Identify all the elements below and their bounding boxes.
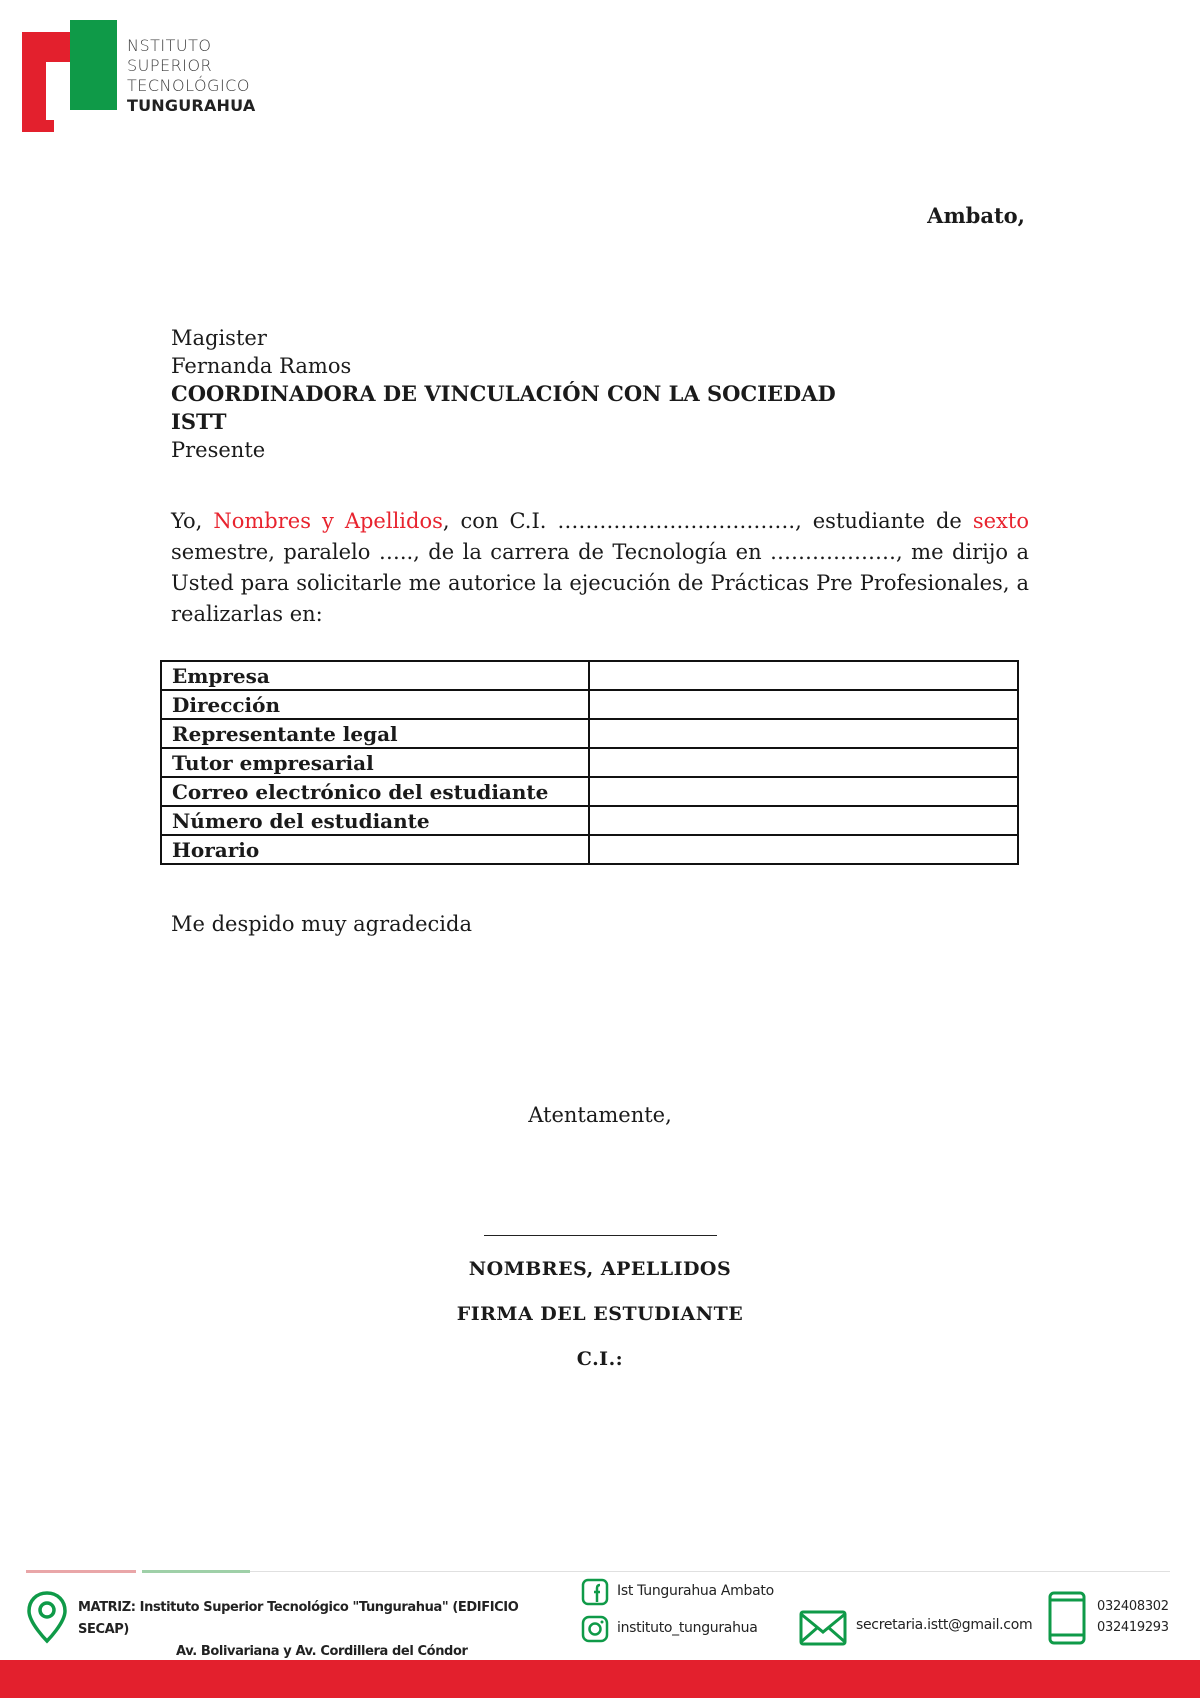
recipient-salutation: Presente xyxy=(171,438,266,462)
recipient-block xyxy=(171,324,836,464)
mail-icon xyxy=(799,1610,847,1646)
table-row xyxy=(161,835,1018,864)
logo-line-1: NSTITUTO xyxy=(127,36,212,55)
table-row xyxy=(161,719,1018,748)
footer-facebook[interactable]: Ist Tungurahua Ambato xyxy=(617,1583,774,1599)
row-label-empresa: Empresa xyxy=(161,661,589,690)
footer-phone-2[interactable]: 032419293 xyxy=(1097,1620,1169,1635)
table-row xyxy=(161,806,1018,835)
closing-line: Me despido muy agradecida xyxy=(171,912,472,936)
recipient-name: Fernanda Ramos xyxy=(171,354,352,378)
row-label-tutor: Tutor empresarial xyxy=(161,748,589,777)
row-value-correo[interactable] xyxy=(589,777,1018,806)
sign-off: Atentamente, xyxy=(528,1103,672,1127)
table-row xyxy=(161,748,1018,777)
letter-date: Ambato, xyxy=(927,203,1025,228)
logo-wordmark xyxy=(127,36,255,116)
institute-logo xyxy=(22,20,262,132)
internship-info-table xyxy=(160,660,1019,865)
footer-email[interactable]: secretaria.istt@gmail.com xyxy=(856,1617,1033,1633)
body-part-1: Yo, xyxy=(171,509,214,533)
row-value-numero[interactable] xyxy=(589,806,1018,835)
logo-line-4: TUNGURAHUA xyxy=(127,96,256,115)
footer-red-bar xyxy=(0,1660,1200,1698)
footer-instagram[interactable]: instituto_tungurahua xyxy=(617,1620,758,1636)
location-icon xyxy=(26,1590,68,1644)
row-label-horario: Horario xyxy=(161,835,589,864)
footer-divider xyxy=(250,1571,1170,1572)
request-paragraph xyxy=(171,506,1029,630)
row-label-direccion: Dirección xyxy=(161,690,589,719)
instagram-icon xyxy=(581,1615,609,1643)
table-row xyxy=(161,661,1018,690)
row-label-correo: Correo electrónico del estudiante xyxy=(161,777,589,806)
recipient-position: COORDINADORA DE VINCULACIÓN CON LA SOCIEDAD xyxy=(171,381,836,406)
table-row xyxy=(161,690,1018,719)
row-value-empresa[interactable] xyxy=(589,661,1018,690)
logo-line-2: SUPERIOR xyxy=(127,56,213,75)
body-part-2: , con C.I. ……………………………., estudiante de xyxy=(442,509,973,533)
footer-accent-green xyxy=(142,1570,250,1573)
body-part-3: semestre, paralelo ….., de la carrera de Tecnología en ………………, me dirijo a Usted para solicitarle me autorice la ejecución de Prácticas Pre Profesionales, a realizarlas en: xyxy=(171,540,1029,626)
semester-placeholder: sexto xyxy=(972,509,1029,533)
footer-accent-red xyxy=(26,1570,136,1573)
footer-phone-1[interactable]: 032408302 xyxy=(1097,1599,1169,1614)
logo-line-3: TECNOLÓGICO xyxy=(127,76,250,95)
row-label-numero: Número del estudiante xyxy=(161,806,589,835)
row-label-representante: Representante legal xyxy=(161,719,589,748)
logo-t-mark-icon xyxy=(22,20,117,132)
footer-address-line-2: Av. Bolivariana y Av. Cordillera del Cóndor xyxy=(176,1644,468,1659)
recipient-institution: ISTT xyxy=(171,409,227,434)
footer-address xyxy=(78,1597,558,1663)
footer-address-line-1: MATRIZ: Instituto Superior Tecnológico "Tungurahua" (EDIFICIO SECAP) xyxy=(78,1600,519,1637)
row-value-tutor[interactable] xyxy=(589,748,1018,777)
signature-names: NOMBRES, APELLIDOS xyxy=(468,1258,732,1280)
signature-label: FIRMA DEL ESTUDIANTE xyxy=(456,1303,744,1325)
phone-icon xyxy=(1047,1590,1087,1646)
student-name-placeholder: Nombres y Apellidos xyxy=(213,509,443,533)
signature-line xyxy=(484,1235,717,1236)
facebook-icon xyxy=(581,1578,609,1606)
row-value-representante[interactable] xyxy=(589,719,1018,748)
table-row xyxy=(161,777,1018,806)
row-value-direccion[interactable] xyxy=(589,690,1018,719)
signature-id: C.I.: xyxy=(576,1348,624,1370)
row-value-horario[interactable] xyxy=(589,835,1018,864)
recipient-title: Magister xyxy=(171,326,267,350)
